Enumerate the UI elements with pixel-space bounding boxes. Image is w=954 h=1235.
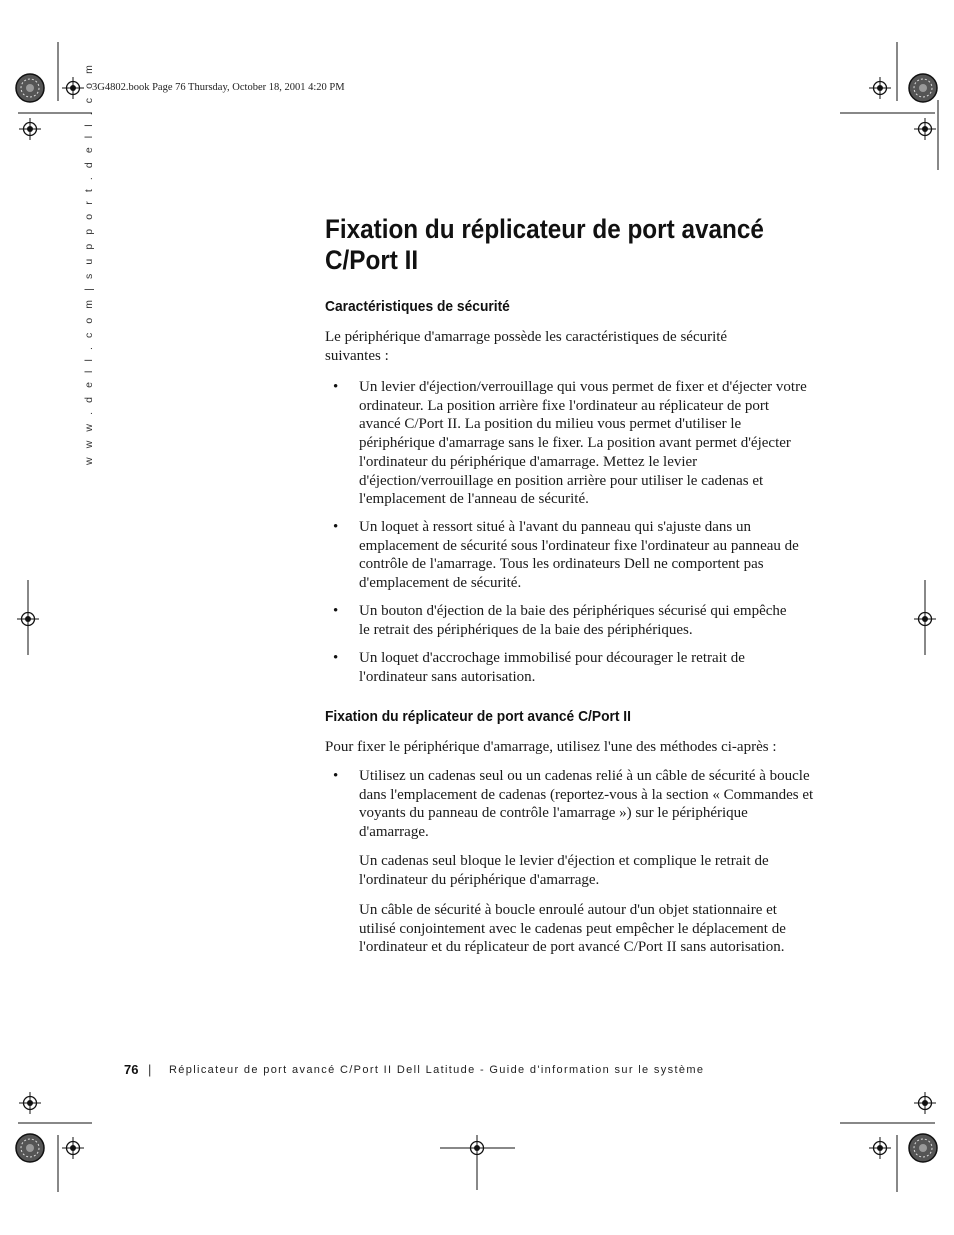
registration-mark bbox=[914, 118, 936, 140]
registration-mark bbox=[914, 1092, 936, 1114]
bullet-glyph: • bbox=[333, 650, 339, 666]
footer-separator: | bbox=[148, 1062, 152, 1077]
registration-mark bbox=[869, 1137, 891, 1159]
registration-mark bbox=[62, 1137, 84, 1159]
list-item-paragraph: Un câble de sécurité à boucle enroulé autour d'un objet stationnaire et utilisé conjointement avec le cadenas peut empêcher le déplacement de l'ordinateur et du réplicateur de port avancé C/Port II sans autorisation. bbox=[359, 902, 786, 956]
list-item: Un loquet d'accrochage immobilisé pour décourager le retrait de l'ordinateur sans autorisation. bbox=[359, 650, 745, 685]
color-burst-mark bbox=[909, 1134, 937, 1162]
list-item: Un loquet à ressort situé à l'avant du panneau qui s'ajuste dans un emplacement de sécurité sous l'ordinateur fixe l'ordinateur au panneau de contrôle de l'amarrage. Tous les ordinateurs Dell ne comportent pas d'emplacement de sécurité. bbox=[359, 519, 799, 592]
bullet-glyph: • bbox=[333, 603, 339, 619]
section-heading-security-features: Caractéristiques de sécurité bbox=[325, 298, 510, 315]
section-heading-securing: Fixation du réplicateur de port avancé C/Port II bbox=[325, 708, 631, 725]
list-item-paragraph: Un cadenas seul bloque le levier d'éjection et complique le retrait de l'ordinateur du périphérique d'amarrage. bbox=[359, 853, 769, 888]
bullet-glyph: • bbox=[333, 519, 339, 535]
color-burst-mark bbox=[16, 1134, 44, 1162]
print-job-stamp: 3G4802.book Page 76 Thursday, October 18, 2001 4:20 PM bbox=[92, 82, 345, 93]
color-burst-mark bbox=[909, 74, 937, 102]
page-title: Fixation du réplicateur de port avancé C/Port II bbox=[325, 214, 764, 275]
footer-running-title: Réplicateur de port avancé C/Port II Dell Latitude - Guide d'information sur le système bbox=[169, 1064, 705, 1076]
list-item: Un bouton d'éjection de la baie des périphériques sécurisé qui empêche le retrait des périphériques de la baie des périphériques. bbox=[359, 603, 787, 638]
bullet-glyph: • bbox=[333, 768, 339, 784]
registration-mark bbox=[869, 77, 891, 99]
registration-mark bbox=[62, 77, 84, 99]
side-url-label: w w w . d e l l . c o m | s u p p o r t . d e l l . c o m bbox=[83, 62, 95, 465]
section-intro-paragraph: Pour fixer le périphérique d'amarrage, utilisez l'une des méthodes ci-après : bbox=[325, 739, 777, 755]
list-item: Utilisez un cadenas seul ou un cadenas relié à un câble de sécurité à boucle dans l'emplacement de cadenas (reportez-vous à la section « Commandes et voyants du panneau de contrôle l'amarrage ») sur le périphérique d'amarrage. bbox=[359, 768, 814, 841]
bullet-glyph: • bbox=[333, 379, 339, 395]
page-number: 76 bbox=[124, 1062, 139, 1077]
section-intro-paragraph: Le périphérique d'amarrage possède les caractéristiques de sécurité suivantes : bbox=[325, 329, 728, 364]
color-burst-mark bbox=[16, 74, 44, 102]
registration-mark bbox=[19, 1092, 41, 1114]
registration-mark bbox=[19, 118, 41, 140]
list-item: Un levier d'éjection/verrouillage qui vous permet de fixer et d'éjecter votre ordinateur. La position arrière fixe l'ordinateur au réplicateur de port avancé C/Port II. La position du milieu vous permet d'utiliser le périphérique d'amarrage sans le fixer. La position avant permet d'éjecter l'ordinateur du périphérique d'amarrage. Mettez le levier d'éjection/verrouillage en position arrière pour utiliser le cadenas et l'emplacement de l'anneau de sécurité. bbox=[359, 379, 807, 508]
